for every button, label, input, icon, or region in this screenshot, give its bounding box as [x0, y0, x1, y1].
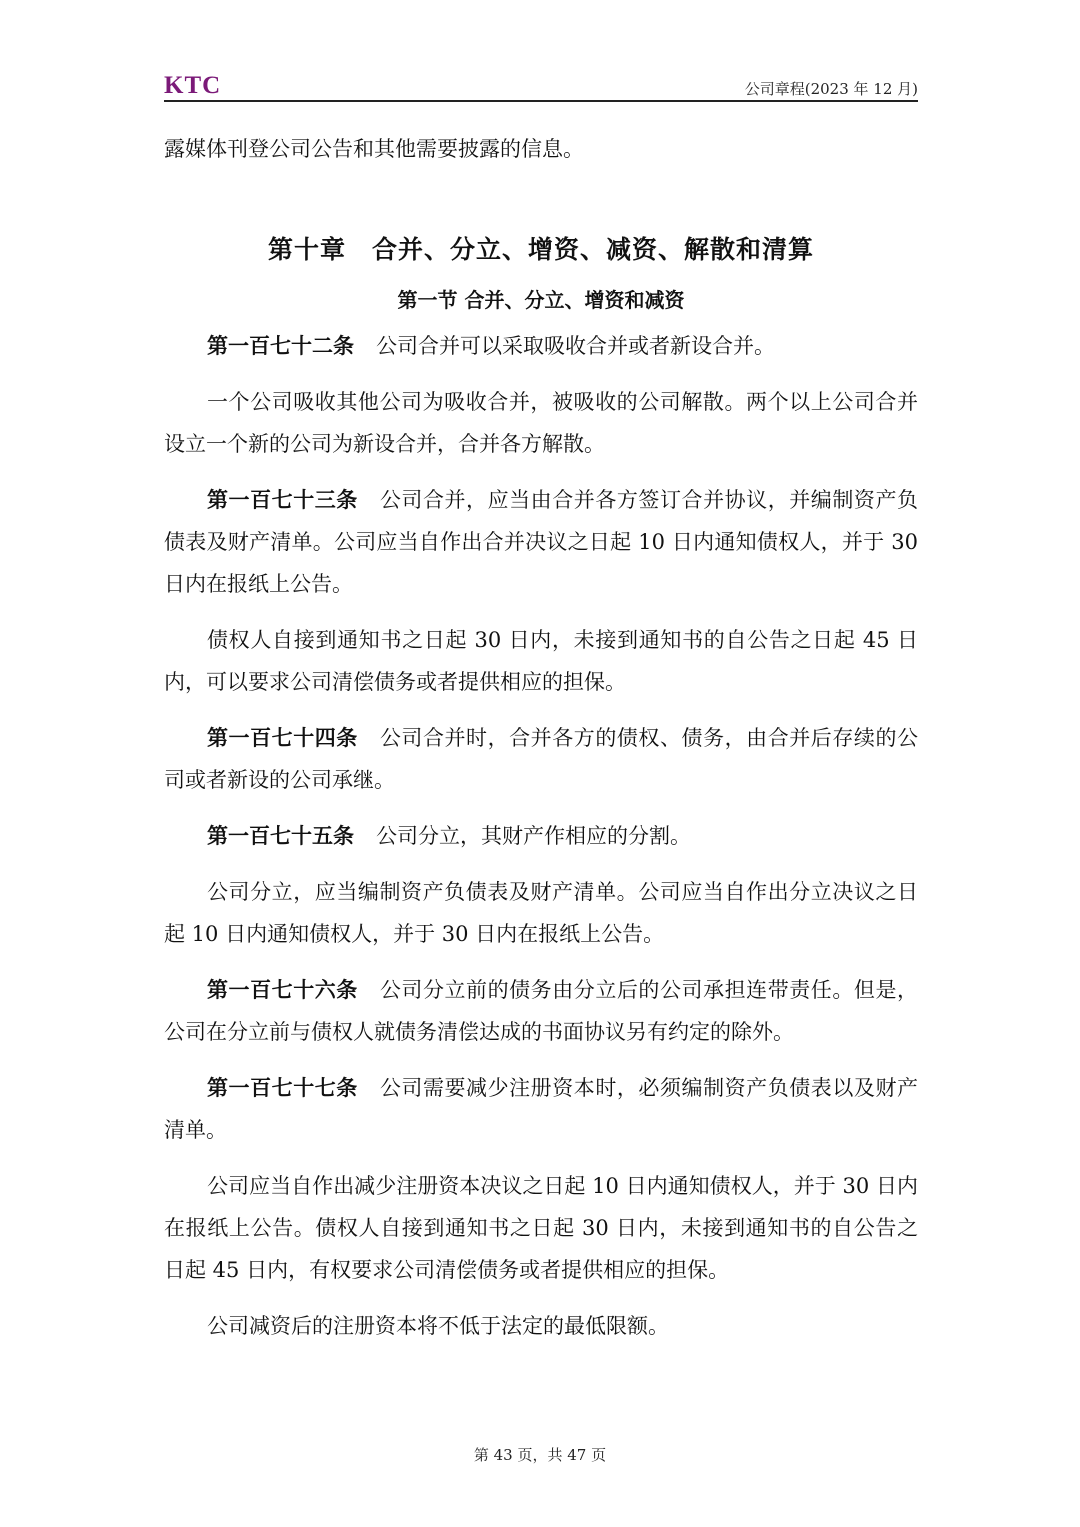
page-content — [164, 128, 918, 1361]
paragraph: 债权人自接到通知书之日起 30 日内，未接到通知书的自公告之日起 45 日内，可以要求公司清偿债务或者提供相应的担保。 — [164, 628, 918, 694]
page-number: 第 43 页，共 47 页 — [473, 1446, 607, 1464]
article-174 — [164, 717, 918, 801]
article-173 — [164, 479, 918, 605]
article-176 — [164, 969, 918, 1053]
article-label: 第一百七十二条 — [207, 334, 354, 358]
article-172 — [164, 325, 918, 367]
article-text: 公司合并可以采取吸收合并或者新设合并。 — [376, 334, 775, 358]
ktc-logo: KTC — [164, 72, 222, 99]
article-text: 公司需要减少注册资本时，必须编制资产负债表以及财产清单。 — [164, 1076, 919, 1142]
article-177 — [164, 1067, 918, 1151]
page-header — [164, 70, 918, 102]
section-heading: 第一节 合并、分立、增资和减资 — [397, 288, 685, 312]
intro-paragraph: 露媒体刊登公司公告和其他需要披露的信息。 — [164, 137, 584, 161]
article-label: 第一百七十六条 — [207, 978, 358, 1002]
article-label: 第一百七十三条 — [207, 488, 358, 512]
paragraph: 公司减资后的注册资本将不低于法定的最低限额。 — [207, 1314, 669, 1338]
article-text: 公司合并时，合并各方的债权、债务，由合并后存续的公司或者新设的公司承继。 — [164, 726, 919, 792]
paragraph: 公司应当自作出减少注册资本决议之日起 10 日内通知债权人，并于 30 日内在报纸上公告。债权人自接到通知书之日起 30 日内，未接到通知书的自公告之日起 45 日内，有权要求公司清偿债务或者提供相应的担保。 — [164, 1174, 918, 1282]
article-text: 公司分立，其财产作相应的分割。 — [376, 824, 691, 848]
document-title: 公司章程(2023 年 12 月) — [744, 80, 918, 98]
chapter-title: 合并、分立、增资、减资、解散和清算 — [372, 235, 815, 264]
paragraph: 公司分立，应当编制资产负债表及财产清单。公司应当自作出分立决议之日起 10 日内通知债权人，并于 30 日内在报纸上公告。 — [164, 880, 918, 946]
article-label: 第一百七十五条 — [207, 824, 354, 848]
article-label: 第一百七十七条 — [207, 1076, 358, 1100]
article-text: 公司分立前的债务由分立后的公司承担连带责任。但是，公司在分立前与债权人就债务清偿达成的书面协议另有约定的除外。 — [164, 978, 919, 1044]
article-175 — [164, 815, 918, 857]
article-label: 第一百七十四条 — [207, 726, 358, 750]
article-text: 公司合并，应当由合并各方签订合并协议，并编制资产负债表及财产清单。公司应当自作出合并决议之日起 10 日内通知债权人，并于 30 日内在报纸上公告。 — [164, 488, 919, 596]
chapter-number: 第十章 — [267, 235, 346, 264]
paragraph: 一个公司吸收其他公司为吸收合并，被吸收的公司解散。两个以上公司合并设立一个新的公司为新设合并，合并各方解散。 — [164, 390, 918, 456]
chapter-heading — [164, 230, 918, 266]
